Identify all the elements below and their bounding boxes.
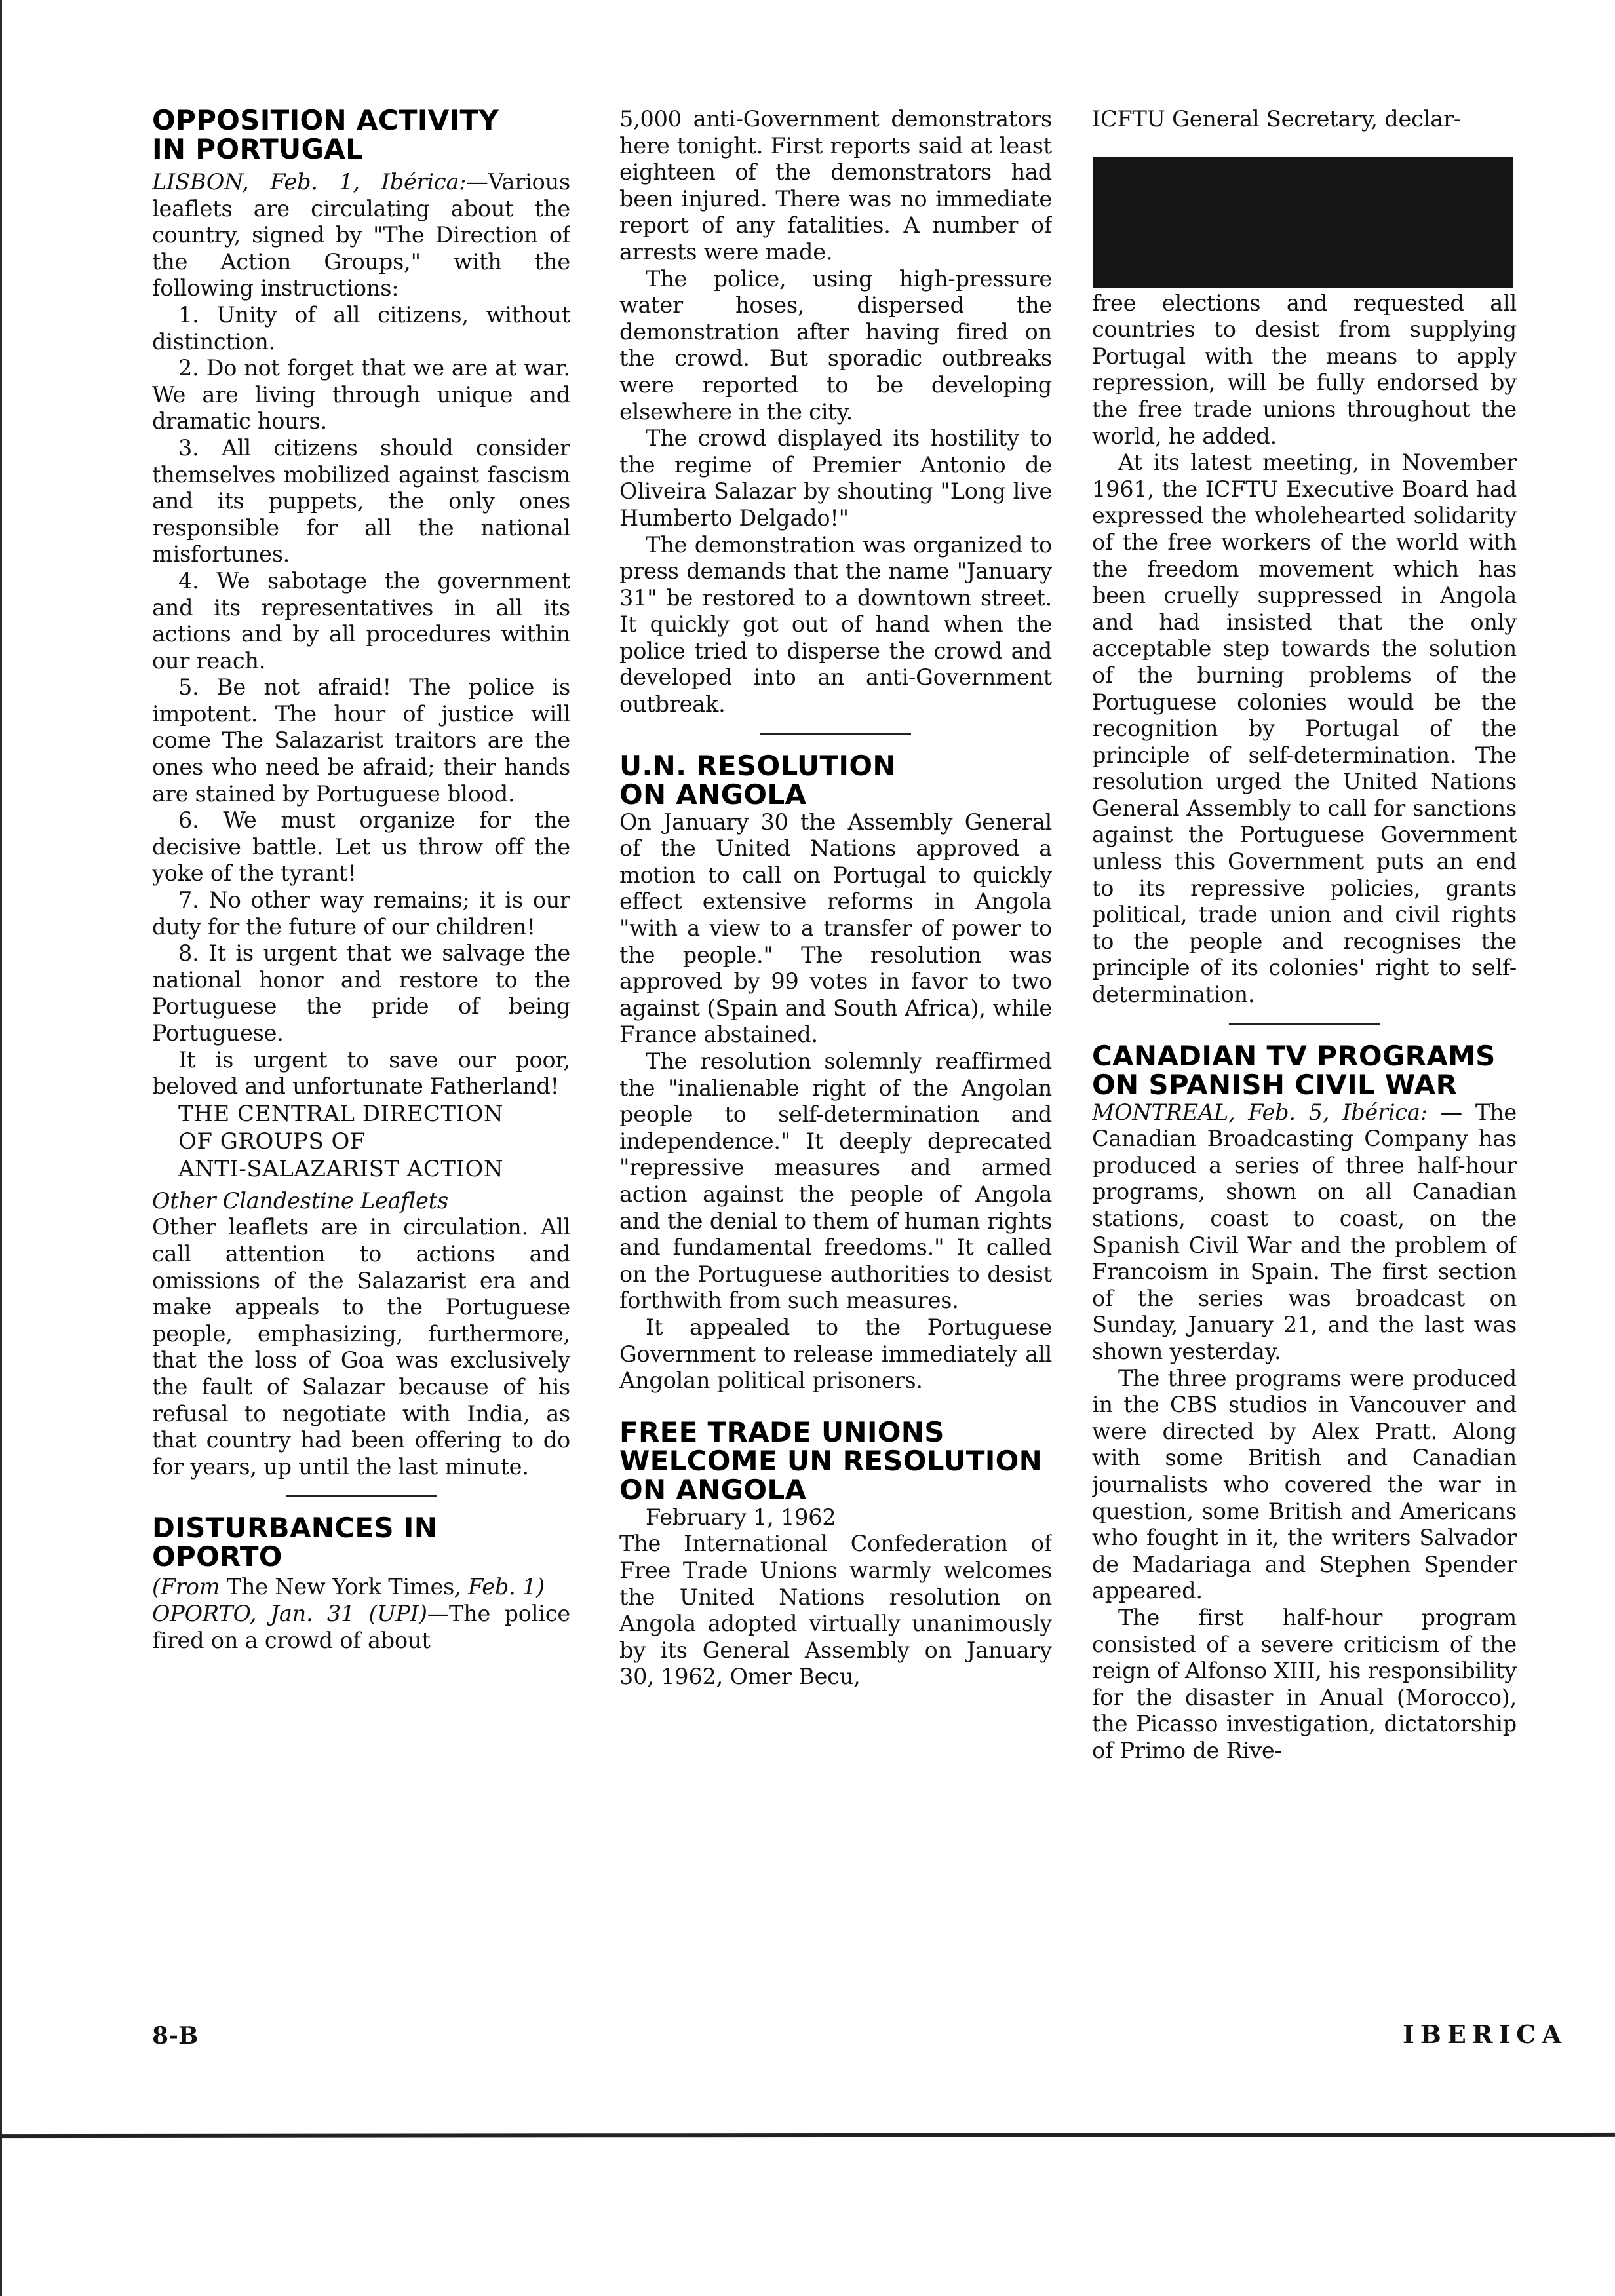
headline-line: ON SPANISH CIVIL WAR [1092, 1068, 1458, 1101]
paragraph: free elections and requested all countries to desist from supplying Portugal with the means to apply repression, will be fully endorsed by the free trade unions throughout the world, he added. [1092, 290, 1517, 449]
headline-opposition-activity [152, 106, 570, 164]
paragraph [152, 1601, 570, 1654]
headline-line: ON ANGOLA [619, 778, 807, 811]
headline-line: OPORTO [152, 1540, 282, 1573]
paragraph: 5,000 anti-Government demonstrators here tonight. First reports said at least eighteen of the demonstrators had been injured. There was no immediate report of any fatalities. A number of arrests were made. [619, 106, 1052, 265]
headline-line: DISTURBANCES IN [152, 1512, 438, 1544]
source-suffix: , Feb. 1) [454, 1574, 545, 1600]
source-name: The New York Times [226, 1574, 455, 1600]
scan-left-edge [0, 0, 2, 2296]
signature-line: OF GROUPS OF [178, 1128, 366, 1155]
page-number: 8-B [152, 2022, 199, 2050]
list-item: 1. Unity of all citizens, without distinction. [152, 301, 570, 354]
list-item: 5. Be not afraid! The police is impotent. The hour of justice will come The Salazarist traitors are the ones who need be afraid; their hands are stained by Portuguese blood. [152, 674, 570, 807]
paragraph: Other leaflets are in circulation. All call attention to actions and omissions of the Salazarist era and make appeals to the Portuguese people, emphasizing, furthermore, that the loss of Goa was exclusively the fault of Salazar because of his refusal to negotiate with India, as that country had been offering to do for years, up until the last minute. [152, 1214, 570, 1480]
signature-line: ANTI-SALAZARIST ACTION [178, 1155, 504, 1182]
headline-line: ON ANGOLA [619, 1473, 807, 1506]
column-left [152, 106, 570, 1654]
dateline: MONTREAL, Feb. 5, Ibérica: [1092, 1099, 1428, 1125]
paragraph-text: —Various leaflets are circulating about the country, signed by "The Direction of the Action Groups," with the following instructions: [152, 169, 570, 301]
headline-canadian-tv [1092, 1039, 1517, 1101]
spacer [619, 1394, 1052, 1418]
dateline: OPORTO, Jan. 31 (UPI) [152, 1600, 427, 1626]
divider-rule [286, 1495, 437, 1497]
dateline: LISBON, Feb. 1, Ibérica: [152, 169, 467, 195]
headline-un-resolution [619, 749, 1052, 811]
paragraph-text: —The police fired on a crowd of about [152, 1600, 570, 1653]
paragraph: The demonstration was organized to press demands that the name "January 31" be restored to a downtown street. It quickly got out of hand when the police tried to disperse the crowd and developed into an anti-Government outbreak. [619, 531, 1052, 718]
headline-line: CANADIAN TV PROGRAMS [1092, 1039, 1496, 1072]
paragraph: At its latest meeting, in November 1961, the ICFTU Executive Board had expressed the wholehearted solidarity of the free workers of the world with the freedom movement which has been cruelly suppressed in Angola and had insisted that the only acceptable step towards the solution of the burning problems of the Portuguese colonies would be the recognition by Portugal of the principle of self-determination. The resolution urged the United Nations General Assembly to call for sanctions against the Portuguese Government unless this Government puts an end to its repressive policies, grants political, trade union and civil rights to the people and recognises the principle of its colonies' right to self-determination. [1092, 450, 1517, 1008]
signature-line: THE CENTRAL DIRECTION [178, 1100, 504, 1127]
subheading: Other Clandestine Leaflets [152, 1187, 449, 1214]
source-note [152, 1574, 570, 1601]
list-item: 3. All citizens should consider themselves mobilized against fascism and its puppets, the only ones responsible for all the national misfortunes. [152, 434, 570, 567]
headline-line: U.N. RESOLUTION [619, 749, 896, 782]
headline-line: WELCOME UN RESOLUTION [619, 1444, 1043, 1477]
paragraph: The police, using high-pressure water hoses, dispersed the demonstration after having fired on the crowd. But sporadic outbreaks were reported to be developing elsewhere in the city. [619, 265, 1052, 425]
paragraph-text: — The Canadian Broadcasting Company has produced a series of three half-hour programs, shown on all Canadian stations, coast to coast, on the Spanish Civil War and the problem of Francoism in Spain. The first section of the series was broadcast on Sunday, January 21, and the last was shown yesterday. [1092, 1099, 1517, 1364]
paragraph: The crowd displayed its hostility to the regime of Premier Antonio de Oliveira Salazar by shouting "Long live Humberto Delgado!" [619, 425, 1052, 531]
scan-bottom-edge [0, 2133, 1615, 2138]
paragraph: The three programs were produced in the CBS studios in Vancouver and were directed by Alex Pratt. Along with some British and Canadian journalists who covered the war in question, some British and Americans who fought in it, the writers Salvador de Madariaga and Stephen Spender appeared. [1092, 1365, 1517, 1604]
article-date: February 1, 1962 [646, 1504, 836, 1530]
source-prefix: (From [152, 1574, 227, 1600]
list-item: 2. Do not forget that we are at war. We are living through unique and dramatic hours. [152, 355, 570, 434]
paragraph [1092, 1100, 1517, 1366]
paragraph: ICFTU General Secretary, declar- [1092, 106, 1461, 132]
publication-name: IBERICA [1403, 2019, 1567, 2049]
headline-free-trade-unions [619, 1415, 1052, 1506]
paragraph: It appealed to the Portuguese Government to release immediately all Angolan political prisoners. [619, 1314, 1052, 1394]
paragraph [152, 169, 570, 302]
headline-line: OPPOSITION ACTIVITY [152, 106, 499, 136]
divider-rule [760, 733, 911, 735]
list-item: It is urgent to save our poor, beloved and unfortunate Fatherland! [152, 1046, 570, 1100]
column-middle [619, 106, 1052, 1691]
ink-blot [1093, 157, 1513, 288]
paragraph: On January 30 the Assembly General of the United Nations approved a motion to call on Portugal to quickly effect extensive reforms in Angola "with a view to a transfer of power to the people." The resolution was approved by 99 votes in favor to two against (Spain and South Africa), while France abstained. [619, 809, 1052, 1048]
paragraph: The first half-hour program consisted of a severe criticism of the reign of Alfonso XIII, his responsibility for the disaster in Anual (Morocco), the Picasso investigation, dictatorship of Primo de Rive- [1092, 1604, 1517, 1763]
list-item: 6. We must organize for the decisive battle. Let us throw off the yoke of the tyrant! [152, 807, 570, 887]
list-item: 8. It is urgent that we salvage the national honor and restore to the Portuguese the pride of being Portuguese. [152, 940, 570, 1046]
paragraph: The International Confederation of Free Trade Unions warmly welcomes the United Nations resolution on Angola adopted virtually unanimously by its General Assembly on January 30, 1962, Omer Becu, [619, 1531, 1052, 1690]
list-item: 4. We sabotage the government and its representatives in all its actions and by all procedures within our reach. [152, 567, 570, 674]
headline-disturbances-oporto [152, 1514, 570, 1571]
divider-rule [1229, 1023, 1380, 1025]
list-item: 7. No other way remains; it is our duty for the future of our children! [152, 887, 570, 940]
paragraph: The resolution solemnly reaffirmed the "inalienable right of the Angolan people to self-determination and independence." It deeply deprecated "repressive measures and armed action against the people of Angola and the denial to them of human rights and fundamental freedoms." It called on the Portuguese authorities to desist forthwith from such measures. [619, 1048, 1052, 1314]
headline-line: FREE TRADE UNIONS [619, 1415, 944, 1448]
headline-line: IN PORTUGAL [152, 133, 364, 165]
column-right [1092, 106, 1517, 1764]
